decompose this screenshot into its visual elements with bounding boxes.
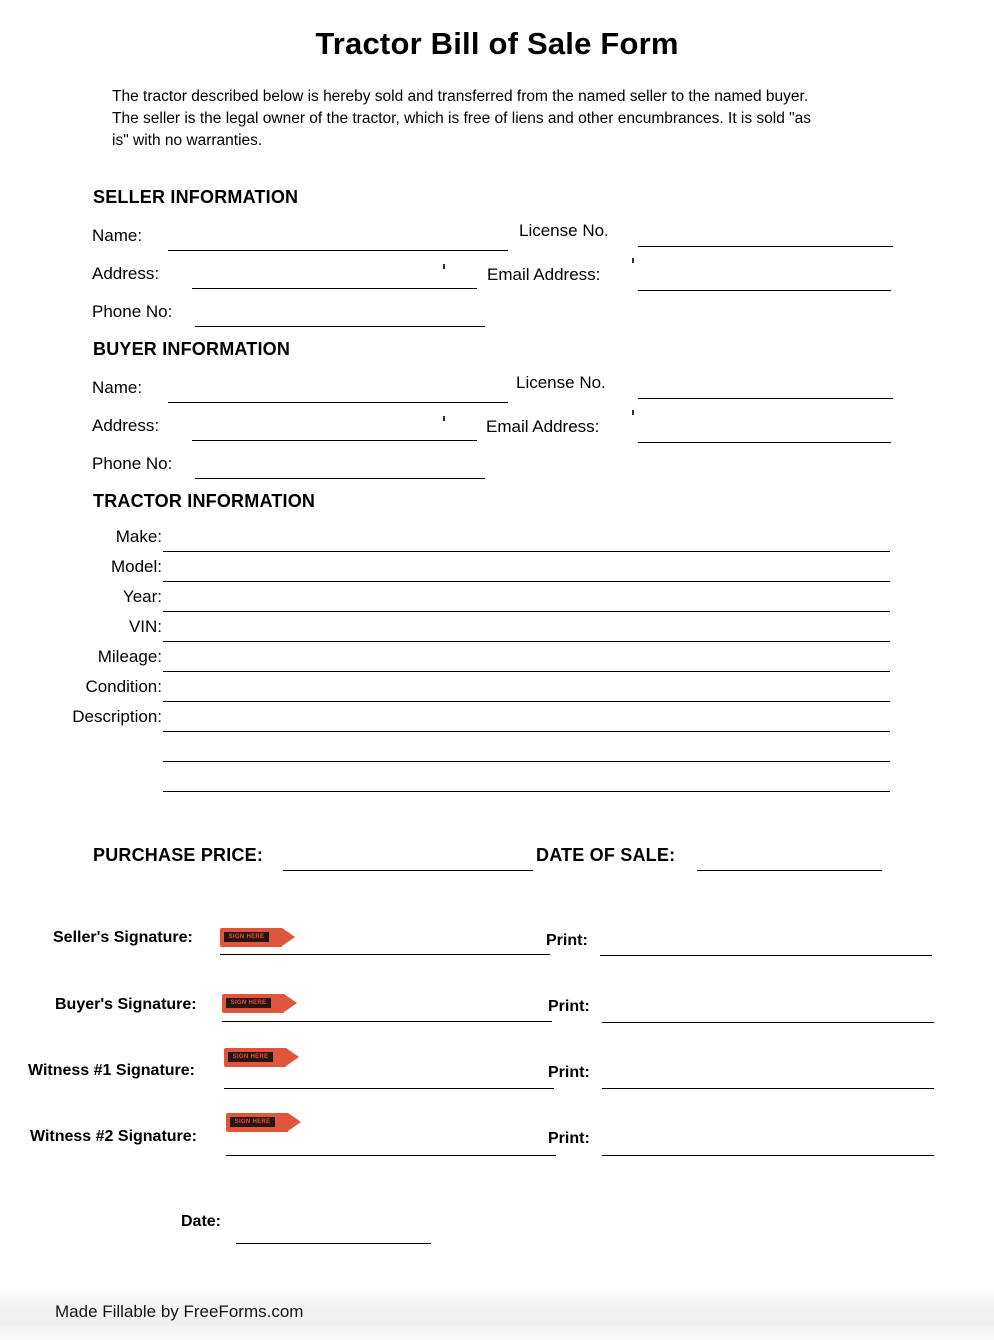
seller-print-input[interactable] xyxy=(600,955,932,956)
seller-print-label: Print: xyxy=(546,932,588,949)
seller-signature-label: Seller's Signature: xyxy=(53,929,193,946)
seller-signature-input[interactable] xyxy=(220,954,550,955)
buyer-address-label: Address: xyxy=(92,416,160,435)
tractor-vin-label: VIN: xyxy=(128,617,162,636)
date-of-sale-label: DATE OF SALE: xyxy=(536,845,676,865)
seller-email-label: Email Address: xyxy=(487,265,601,284)
buyer-name-input[interactable] xyxy=(168,402,508,403)
buyer-print-input[interactable] xyxy=(602,1022,934,1023)
witness-2-signature-label: Witness #2 Signature: xyxy=(30,1128,198,1145)
seller-license-label: License No. xyxy=(519,221,609,240)
seller-address-label: Address: xyxy=(92,264,160,283)
tractor-year-label: Year: xyxy=(122,587,162,606)
sign-here-tag-text: SIGN HERE xyxy=(226,998,271,1008)
page-title: Tractor Bill of Sale Form xyxy=(315,26,679,61)
scan-artifact-speck xyxy=(632,258,634,263)
seller-phone-input[interactable] xyxy=(195,326,485,327)
tractor-description-input[interactable] xyxy=(163,731,890,732)
scan-artifact-speck xyxy=(632,410,634,415)
seller-address-input[interactable] xyxy=(192,288,477,289)
tractor-description-input-line-3[interactable] xyxy=(163,791,890,792)
tractor-condition-input[interactable] xyxy=(163,701,890,702)
witness-1-signature-label: Witness #1 Signature: xyxy=(28,1062,196,1079)
scan-artifact-speck xyxy=(443,264,445,269)
tractor-section-heading: TRACTOR INFORMATION xyxy=(93,491,316,511)
sign-here-tag-icon xyxy=(226,1113,288,1132)
buyer-section-heading: BUYER INFORMATION xyxy=(93,339,291,359)
tractor-make-input[interactable] xyxy=(163,551,890,552)
witness-1-print-label: Print: xyxy=(548,1064,590,1081)
buyer-address-input[interactable] xyxy=(192,440,477,441)
buyer-email-label: Email Address: xyxy=(486,417,600,436)
buyer-signature-input[interactable] xyxy=(222,1021,552,1022)
sign-here-tag-icon xyxy=(224,1048,286,1067)
buyer-phone-input[interactable] xyxy=(195,478,485,479)
sign-here-tag-icon xyxy=(220,928,282,947)
buyer-print-label: Print: xyxy=(548,998,590,1015)
sign-here-tag-text: SIGN HERE xyxy=(228,1052,273,1062)
sign-here-tag-text: SIGN HERE xyxy=(224,932,269,942)
buyer-phone-label: Phone No: xyxy=(92,454,173,473)
witness-1-signature-input[interactable] xyxy=(224,1088,554,1089)
buyer-email-input[interactable] xyxy=(638,442,891,443)
tractor-model-input[interactable] xyxy=(163,581,890,582)
tractor-condition-label: Condition: xyxy=(85,677,162,696)
witness-2-print-input[interactable] xyxy=(602,1155,934,1156)
footer-attribution: Made Fillable by FreeForms.com xyxy=(55,1302,304,1321)
date-label: Date: xyxy=(181,1213,222,1230)
tractor-description-input-line-2[interactable] xyxy=(163,761,890,762)
seller-name-label: Name: xyxy=(92,226,143,245)
tractor-year-input[interactable] xyxy=(163,611,890,612)
tractor-make-label: Make: xyxy=(115,527,162,546)
seller-phone-label: Phone No: xyxy=(92,302,173,321)
purchase-price-label: PURCHASE PRICE: xyxy=(93,845,264,865)
tractor-vin-input[interactable] xyxy=(163,641,890,642)
witness-2-print-label: Print: xyxy=(548,1130,590,1147)
sign-here-tag-text: SIGN HERE xyxy=(230,1117,275,1127)
witness-1-print-input[interactable] xyxy=(602,1088,934,1089)
tractor-model-label: Model: xyxy=(110,557,162,576)
buyer-signature-label: Buyer's Signature: xyxy=(55,996,197,1013)
tractor-mileage-input[interactable] xyxy=(163,671,890,672)
date-of-sale-input[interactable] xyxy=(697,870,882,871)
tractor-mileage-label: Mileage: xyxy=(97,647,162,666)
seller-name-input[interactable] xyxy=(168,250,508,251)
seller-section-heading: SELLER INFORMATION xyxy=(93,187,299,207)
witness-2-signature-input[interactable] xyxy=(226,1155,556,1156)
tractor-description-label: Description: xyxy=(72,707,162,726)
intro-paragraph: The tractor described below is hereby sold and transferred from the named seller to the named buyer. The seller is the legal owner of the tractor, which is free of liens and other encumbrances. It is sold "as is" with no warranties. xyxy=(112,88,812,149)
scan-artifact-speck xyxy=(443,416,445,421)
purchase-price-input[interactable] xyxy=(283,870,533,871)
seller-license-input[interactable] xyxy=(638,246,893,247)
seller-email-input[interactable] xyxy=(638,290,891,291)
buyer-license-input[interactable] xyxy=(638,398,893,399)
sign-here-tag-icon xyxy=(222,994,284,1013)
date-input[interactable] xyxy=(236,1243,431,1244)
buyer-name-label: Name: xyxy=(92,378,143,397)
buyer-license-label: License No. xyxy=(516,373,606,392)
